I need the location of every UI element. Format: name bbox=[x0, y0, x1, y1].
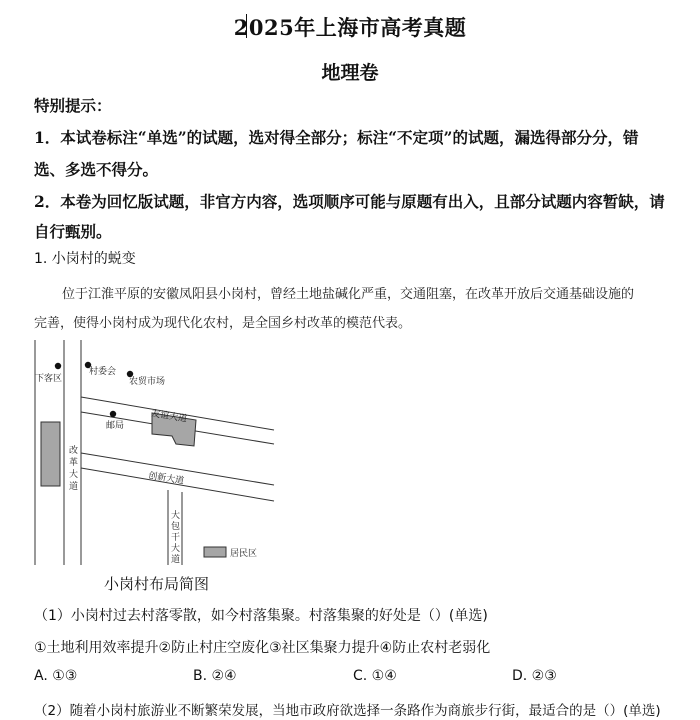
exam-subtitle: 地理卷 bbox=[321, 62, 379, 84]
q1-option-d[interactable]: D. ②③ bbox=[512, 668, 557, 684]
q2-stem: （2）随着小岗村旅游业不断繁荣发展，当地市政府欲选择一条路作为商旅步行街，最适合的是（）(单选) bbox=[34, 703, 661, 719]
nongmao-label: 农贸市场 bbox=[129, 377, 166, 387]
xiakequ-label: 下客区 bbox=[35, 374, 63, 384]
exam-title: 2025年上海市高考真题 bbox=[233, 15, 467, 40]
notice-heading: 特别提示： bbox=[34, 96, 112, 115]
gaige-char-0: 改 bbox=[69, 446, 79, 456]
cunweihui-label: 村委会 bbox=[89, 367, 117, 377]
dabaogan-char-2: 干 bbox=[171, 533, 181, 543]
q1-option-c[interactable]: C. ①④ bbox=[353, 668, 397, 684]
dabaogan-char-1: 包 bbox=[171, 522, 181, 532]
q1-option-a[interactable]: A. ①③ bbox=[34, 668, 78, 684]
dabaogan-char-4: 道 bbox=[171, 555, 181, 565]
dabaogan-char-0: 大 bbox=[171, 511, 181, 521]
dabaogan-char-3: 大 bbox=[171, 544, 181, 554]
q1-statements: ①土地利用效率提升②防止村庄空废化③社区集聚力提升④防止农村老弱化 bbox=[34, 640, 491, 656]
notice-line-2: 2．本卷为回忆版试题，非官方内容，选项顺序可能与原题有出入，且部分试题内容暂缺，请 bbox=[34, 192, 665, 211]
intro-line-2: 完善，使得小岗村成为现代化农村，是全国乡村改革的模范代表。 bbox=[34, 316, 412, 331]
notice-line-2b: 自行甄别。 bbox=[34, 222, 112, 241]
notice-line-1: 1．本试卷标注“单选”的试题，选对得全部分；标注“不定项”的试题，漏选得部分分，错 bbox=[34, 128, 639, 147]
question-set-heading: 1. 小岗村的蜕变 bbox=[34, 251, 136, 267]
gaige-char-2: 大 bbox=[69, 470, 79, 480]
map-caption: 小岗村布局简图 bbox=[104, 575, 210, 593]
xiakequ-point bbox=[55, 363, 61, 369]
notice-line-1b: 选、多选不得分。 bbox=[34, 160, 159, 179]
q1-stem: （1）小岗村过去村落零散，如今村落集聚。村落集聚的好处是（）(单选) bbox=[34, 608, 488, 624]
youju-label: 邮局 bbox=[106, 421, 125, 431]
residential-block-west bbox=[41, 422, 60, 486]
gaige-char-1: 革 bbox=[69, 458, 79, 468]
gaige-char-3: 道 bbox=[69, 482, 79, 492]
legend-swatch bbox=[204, 547, 226, 557]
intro-line-1: 位于江淮平原的安徽凤阳县小岗村，曾经土地盐碱化严重，交通阻塞，在改革开放后交通基础设施的 bbox=[62, 287, 635, 302]
q1-option-b[interactable]: B. ②④ bbox=[193, 668, 237, 684]
legend-label: 居民区 bbox=[230, 549, 258, 559]
chuangxin-label: 创新大道 bbox=[147, 471, 185, 487]
village-layout-map bbox=[34, 340, 284, 570]
youju-point bbox=[110, 411, 116, 417]
youyi-label: 友谊大道 bbox=[150, 409, 188, 425]
